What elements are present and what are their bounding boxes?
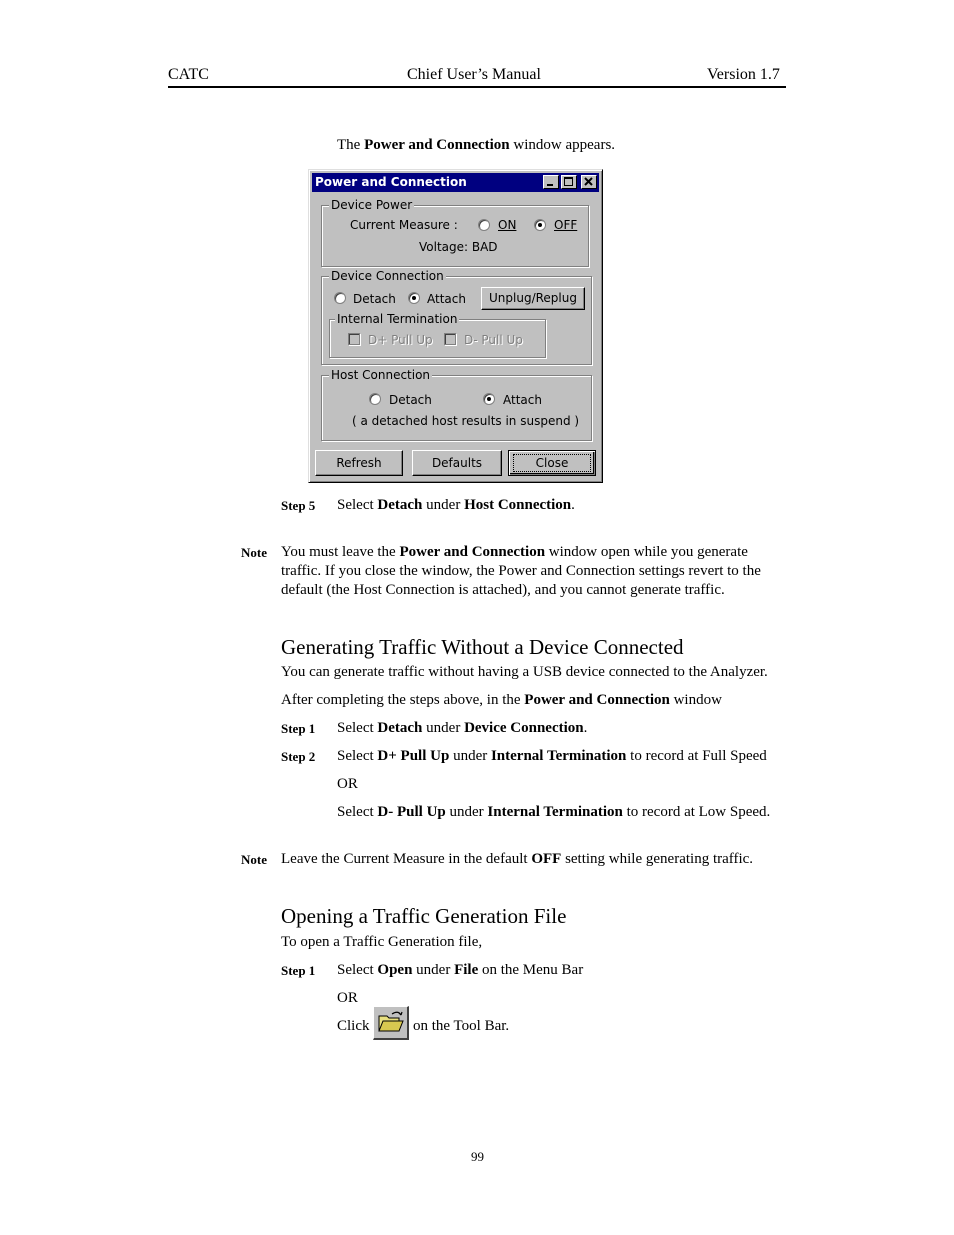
device-detach-label[interactable]: Detach xyxy=(353,292,396,306)
refresh-button[interactable]: Refresh xyxy=(315,450,403,476)
dplus-pullup-checkbox[interactable] xyxy=(348,333,360,345)
device-power-group xyxy=(321,198,589,267)
header-right: Version 1.7 xyxy=(707,66,780,83)
s1-or: OR xyxy=(337,776,358,792)
device-detach-radio[interactable] xyxy=(334,292,346,304)
device-attach-label[interactable]: Attach xyxy=(427,292,466,306)
dplus-pullup-label[interactable]: D+ Pull Up xyxy=(368,333,433,347)
maximize-button[interactable] xyxy=(561,175,577,189)
device-power-label: Device Power xyxy=(331,198,413,212)
note1-line1: You must leave the Power and Connection window open while you generate xyxy=(281,544,748,560)
window-title: Power and Connection xyxy=(315,175,467,189)
host-detach-label[interactable]: Detach xyxy=(389,393,432,407)
internal-termination-group xyxy=(329,312,546,358)
note1-label: Note xyxy=(241,545,267,560)
unplug-replug-button[interactable]: Unplug/Replug xyxy=(481,287,585,310)
s1-step2-text: Select D+ Pull Up under Internal Termination to record at Full Speed xyxy=(337,748,767,764)
section1-p2: After completing the steps above, in the Power and Connection window xyxy=(281,692,722,708)
section2-p1: To open a Traffic Generation file, xyxy=(281,934,483,950)
focus-rect xyxy=(513,454,591,472)
open-folder-icon xyxy=(374,1007,406,1037)
click-post: on the Tool Bar. xyxy=(413,1018,510,1034)
s2-step1-text: Select Open under File on the Menu Bar xyxy=(337,962,584,978)
host-attach-label[interactable]: Attach xyxy=(503,393,542,407)
note1-line2: traffic. If you close the window, the Power and Connection settings revert to the xyxy=(281,563,761,579)
note2-text: Leave the Current Measure in the default OFF setting while generating traffic. xyxy=(281,851,754,867)
measure-on-radio[interactable] xyxy=(478,219,490,231)
header-left: CATC xyxy=(168,66,209,83)
voltage-text: Voltage: BAD xyxy=(419,240,498,254)
device-connection-label: Device Connection xyxy=(331,269,444,283)
open-toolbar-button xyxy=(373,1006,409,1040)
measure-off-radio[interactable] xyxy=(534,219,546,231)
step5-label: Step 5 xyxy=(281,498,316,513)
device-connection-group xyxy=(321,269,592,365)
s2-step1-label: Step 1 xyxy=(281,963,316,978)
host-connection-group xyxy=(321,368,592,441)
minimize-button[interactable] xyxy=(543,175,559,189)
s1-step2b-text: Select D- Pull Up under Internal Termination to record at Low Speed. xyxy=(337,804,771,820)
dminus-pullup-label[interactable]: D- Pull Up xyxy=(464,333,523,347)
defaults-button[interactable]: Defaults xyxy=(412,450,502,476)
header-rule xyxy=(168,86,786,88)
close-button[interactable] xyxy=(508,450,596,476)
intro-text: The Power and Connection window appears. xyxy=(337,137,616,153)
section2-heading: Opening a Traffic Generation File xyxy=(281,904,567,928)
section1-heading: Generating Traffic Without a Device Connected xyxy=(281,635,684,659)
s1-step1-text: Select Detach under Device Connection. xyxy=(337,720,588,736)
host-suspend-note: ( a detached host results in suspend ) xyxy=(352,414,580,428)
power-connection-window xyxy=(308,169,603,483)
s2-or: OR xyxy=(337,990,358,1006)
internal-termination-label: Internal Termination xyxy=(337,312,458,326)
s1-step2-label: Step 2 xyxy=(281,749,316,764)
window-titlebar xyxy=(312,173,599,192)
page-number: 99 xyxy=(471,1149,484,1164)
maximize-icon xyxy=(564,177,574,187)
host-detach-radio[interactable] xyxy=(369,393,381,405)
host-attach-radio[interactable] xyxy=(483,393,495,405)
header-center: Chief User’s Manual xyxy=(407,66,541,83)
minimize-icon xyxy=(546,177,556,187)
device-attach-radio[interactable] xyxy=(408,292,420,304)
s1-step1-label: Step 1 xyxy=(281,721,316,736)
note1-line3: default (the Host Connection is attached), and you cannot generate traffic. xyxy=(281,582,725,598)
measure-off-label[interactable]: OFF xyxy=(554,218,578,232)
host-connection-label: Host Connection xyxy=(331,368,431,382)
current-measure-label: Current Measure : xyxy=(350,218,458,232)
section1-p1: You can generate traffic without having a USB device connected to the Analyzer. xyxy=(281,664,768,680)
close-window-button[interactable] xyxy=(581,175,597,189)
close-button-label: Close xyxy=(535,456,569,470)
click-pre: Click xyxy=(337,1018,370,1034)
note2-label: Note xyxy=(241,852,267,867)
dminus-pullup-checkbox[interactable] xyxy=(444,333,456,345)
measure-on-label[interactable]: ON xyxy=(498,218,517,232)
close-icon xyxy=(584,177,594,187)
step5-text: Select Detach under Host Connection. xyxy=(337,497,575,513)
